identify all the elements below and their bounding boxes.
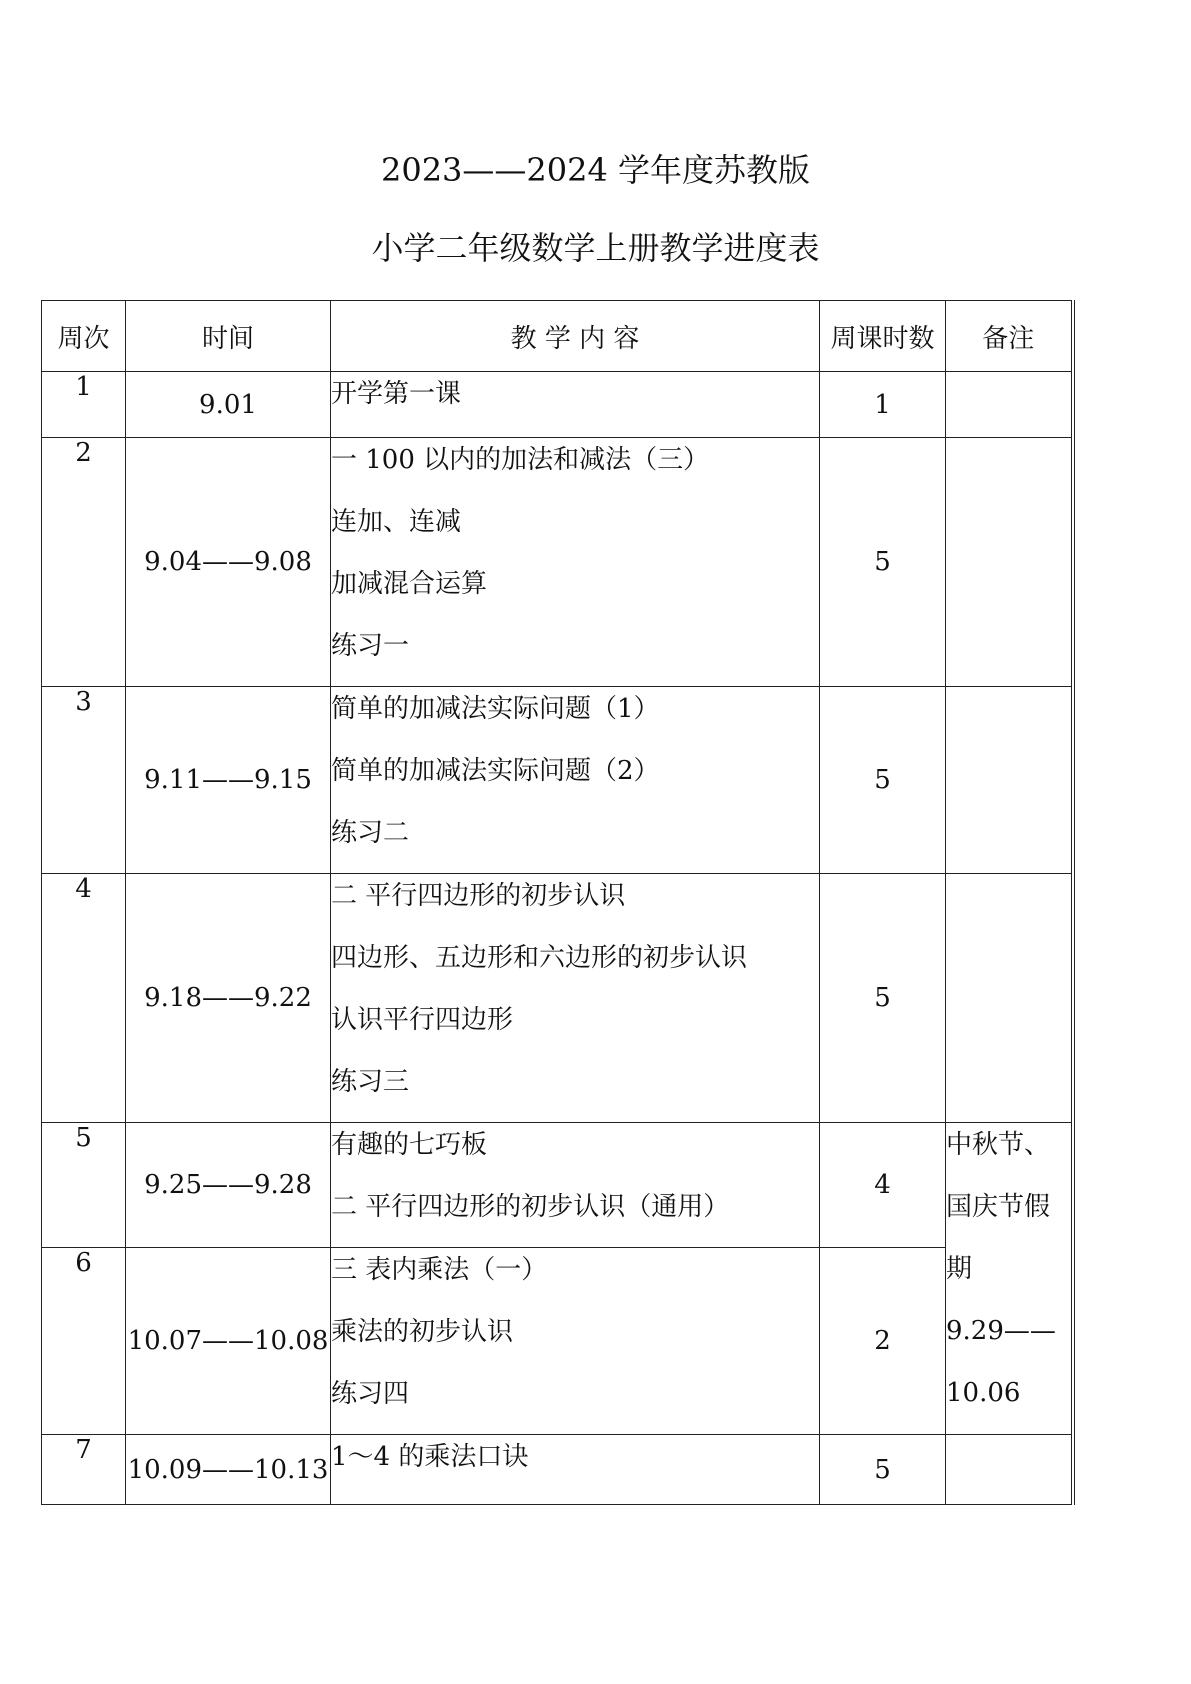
time-cell: 9.18——9.22: [126, 874, 331, 1123]
table-row: [42, 874, 1073, 1123]
hours-cell: 5: [820, 438, 946, 687]
header-hours: 周课时数: [820, 301, 946, 372]
note-cell: [946, 438, 1073, 687]
content-line: 有趣的七巧板: [331, 1130, 488, 1160]
week-cell: 7: [42, 1435, 126, 1505]
title-line-1: 2023——2024 学年度苏教版: [380, 151, 811, 189]
hours-cell: 1: [820, 372, 946, 438]
holiday-note-line: 期: [946, 1254, 973, 1284]
hours-cell: 2: [820, 1248, 946, 1435]
content-line: 1～4 的乘法口诀: [331, 1442, 529, 1472]
week-cell: 2: [42, 438, 126, 687]
header-week: 周次: [42, 301, 126, 372]
content-line: 练习一: [331, 631, 410, 661]
time-cell: 9.11——9.15: [126, 687, 331, 874]
content-line: 开学第一课: [331, 379, 462, 409]
schedule-table: [41, 300, 1075, 1505]
content-line: 连加、连减: [331, 507, 462, 537]
note-cell: [946, 1435, 1073, 1505]
time-cell: 9.04——9.08: [126, 438, 331, 687]
content-line: 四边形、五边形和六边形的初步认识: [331, 943, 748, 973]
content-cell: [331, 372, 820, 438]
content-line: 认识平行四边形: [331, 1005, 514, 1035]
time-cell: 10.07——10.08: [126, 1248, 331, 1435]
time-cell: 10.09——10.13: [126, 1435, 331, 1505]
table-row: [42, 1123, 1073, 1248]
table-row: [42, 1435, 1073, 1505]
table-row: [42, 372, 1073, 438]
holiday-note-line: 10.06: [946, 1378, 1021, 1408]
note-cell: [946, 372, 1073, 438]
header-row: [42, 301, 1073, 372]
content-cell: [331, 874, 820, 1123]
content-line: 练习四: [331, 1379, 410, 1409]
content-line: 练习二: [331, 818, 410, 848]
time-cell: 9.01: [126, 372, 331, 438]
time-cell: 9.25——9.28: [126, 1123, 331, 1248]
content-cell: [331, 687, 820, 874]
content-line: 二 平行四边形的初步认识（通用）: [331, 1192, 730, 1222]
holiday-note-line: 国庆节假: [946, 1192, 1051, 1222]
table-row: [42, 1248, 1073, 1435]
hours-cell: 5: [820, 874, 946, 1123]
header-content: 教 学 内 容: [331, 301, 820, 372]
content-cell: [331, 1248, 820, 1435]
content-line: 加减混合运算: [331, 569, 488, 599]
holiday-note-cell: [946, 1123, 1073, 1435]
hours-cell: 4: [820, 1123, 946, 1248]
week-cell: 4: [42, 874, 126, 1123]
content-line: 简单的加减法实际问题（1）: [331, 694, 660, 724]
holiday-note-line: 中秋节、: [946, 1130, 1051, 1160]
hours-cell: 5: [820, 1435, 946, 1505]
week-cell: 1: [42, 372, 126, 438]
note-cell: [946, 874, 1073, 1123]
content-line: 乘法的初步认识: [331, 1317, 514, 1347]
content-cell: [331, 1435, 820, 1505]
table-row: [42, 687, 1073, 874]
week-cell: 3: [42, 687, 126, 874]
week-cell: 5: [42, 1123, 126, 1248]
holiday-note-line: 9.29——: [946, 1316, 1056, 1346]
content-line: 三 表内乘法（一）: [331, 1255, 548, 1285]
content-line: 二 平行四边形的初步认识: [331, 881, 626, 911]
header-time: 时间: [126, 301, 331, 372]
header-note: 备注: [946, 301, 1073, 372]
content-line: 练习三: [331, 1067, 410, 1097]
content-cell: [331, 1123, 820, 1248]
title-line-2: 小学二年级数学上册教学进度表: [371, 229, 820, 267]
content-line: 简单的加减法实际问题（2）: [331, 756, 660, 786]
content-cell: [331, 438, 820, 687]
hours-cell: 5: [820, 687, 946, 874]
note-cell: [946, 687, 1073, 874]
table-row: [42, 438, 1073, 687]
week-cell: 6: [42, 1248, 126, 1435]
content-line: 一 100 以内的加法和减法（三）: [331, 445, 710, 475]
